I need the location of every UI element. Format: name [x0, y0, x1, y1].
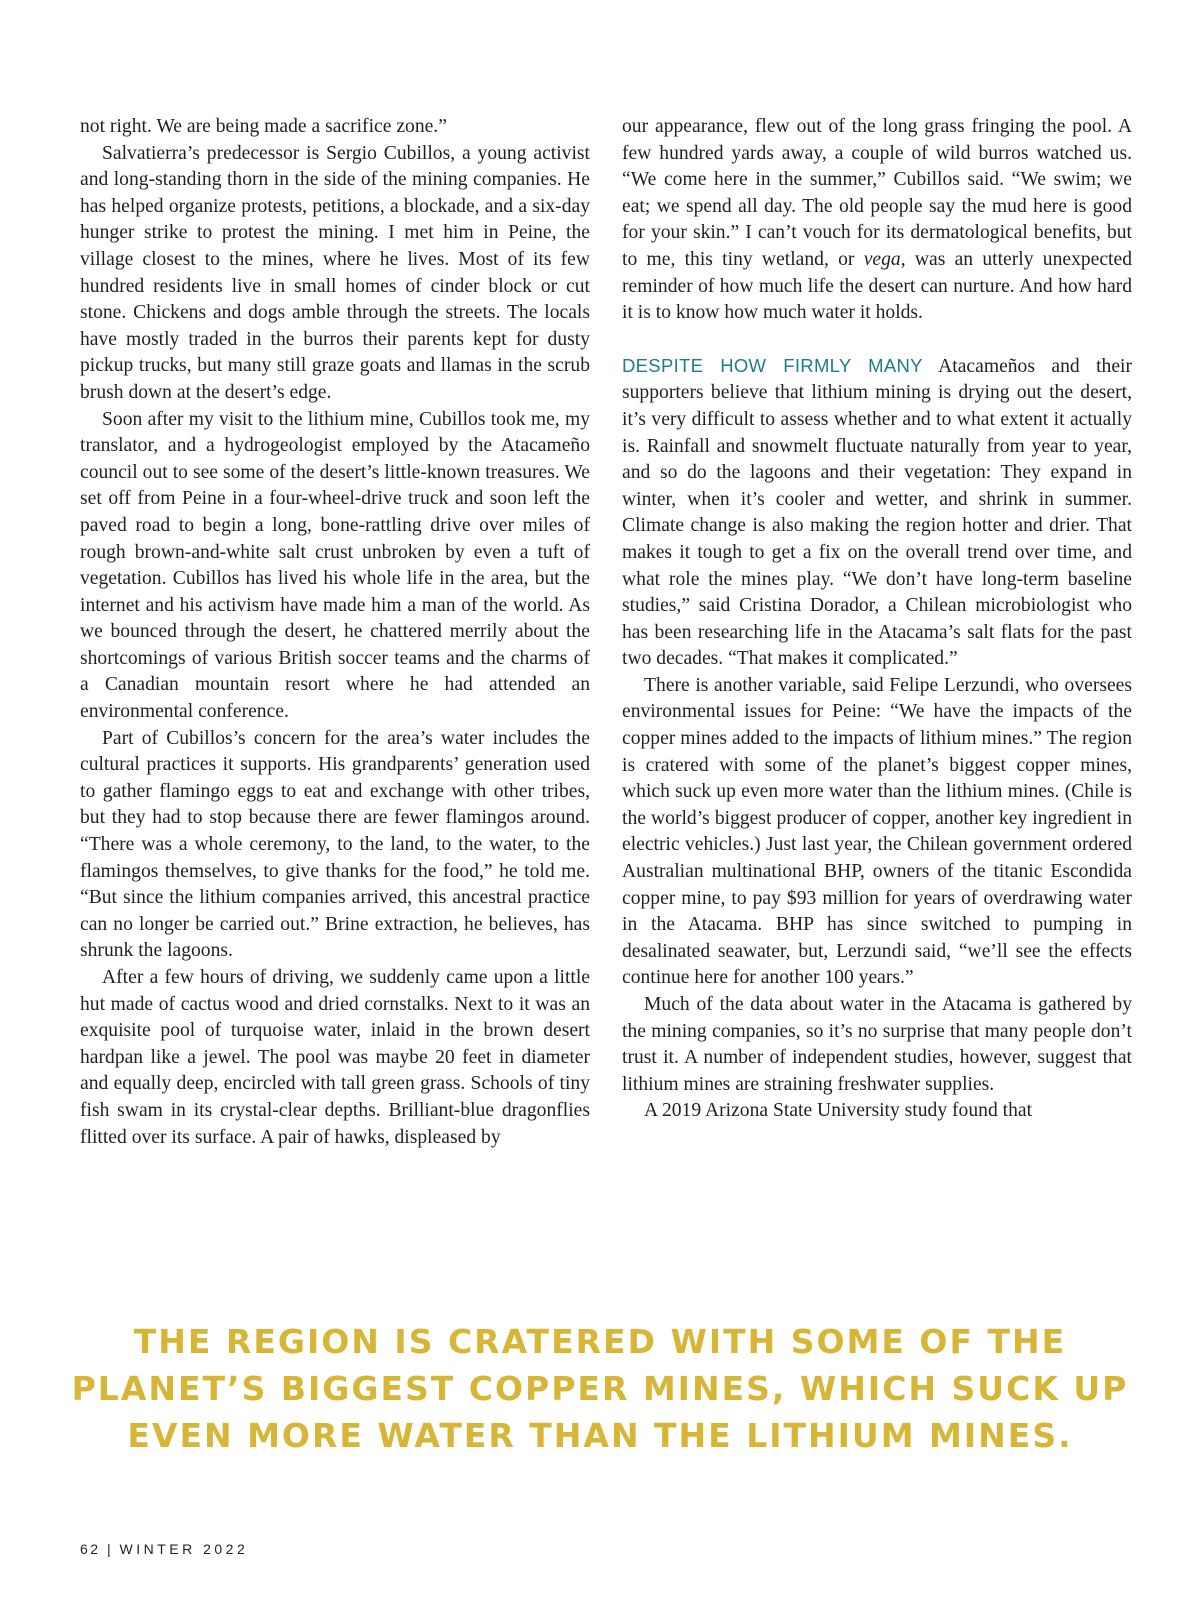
paragraph: Part of Cubillos’s concern for the area’s water includes the cultural practices it supports. His grandparents’ generation used to gather flamingo eggs to eat and exchange with other tribes, but they had to stop because there are fewer flamingos around. “There was a whole ceremony, to the land, to the water, to the flamingos themselves, to give thanks for the food,” he told me. “But since the lithium companies arrived, this ancestral practice can no longer be carried out.” Brine extraction, he believes, has shrunk the lagoons.: [80, 727, 590, 962]
paragraph: There is another variable, said Felipe Lerzundi, who oversees environmental issues for Peine: “We have the impacts of the copper mines added to the impacts of lithium mines.” The region is cratered with some of the planet’s biggest copper mines, which suck up even more water than the lithium mines. (Chile is the world’s biggest producer of copper, another key ingredient in electric vehicles.) Just last year, the Chilean government ordered Australian multinational BHP, owners of the titanic Escondida copper mine, to pay $93 million for years of overdrawing water in the Atacama. BHP has since switched to pumping in desalinated seawater, but, Lerzundi said, “we’ll see the effects continue here for another 100 years.”: [622, 674, 1132, 989]
pull-quote: THE REGION IS CRATERED WITH SOME OF THE PLANET’S BIGGEST COPPER MINES, WHICH SUCK UP EVEN MORE WATER THAN THE LITHIUM MINES.: [71, 1322, 1129, 1455]
paragraph-text: Atacameños and their supporters believe that lithium mining is drying out the desert, it’s very difficult to assess whether and to what extent it actually is. Rainfall and snowmelt fluctuate naturally from year to year, and so do the lagoons and their vegetation: They expand in winter, when it’s cooler and wetter, and shrink in summer. Climate change is also making the region hotter and drier. That makes it tough to get a fix on the overall trend over time, and what role the mines play. “We don’t have long-term baseline studies,” said Cristina Dorador, a Chilean microbiologist who has been researching life in the Atacama’s salt flats for the past two decades. “That makes it complicated.”: [622, 355, 1132, 670]
paragraph: Soon after my visit to the lithium mine, Cubillos took me, my translator, and a hydrogeologist employed by the Atacameño council out to see some of the desert’s little-known treasures. We set off from Peine in a four-wheel-drive truck and soon left the paved road to begin a long, bone-rattling drive over miles of rough brown-and-white salt crust unbroken by even a tuft of vegetation. Cubillos has lived his whole life in the area, but the internet and his activism have made him a man of the world. As we bounced through the desert, he chattered merrily about the shortcomings of various British soccer teams and the charms of a Canadian mountain resort where he had attended an environmental conference.: [80, 408, 590, 723]
article-body: [80, 114, 1132, 1274]
paragraph-text: our appearance, flew out of the long grass fringing the pool. A few hundred yards away, a couple of wild burros watched us. “We come here in the summer,” Cubillos said. “We swim; we eat; we spend all day. The old people say the mud here is good for your skin.” I can’t vouch for its dermatological benefits, but to me, this tiny wetland, or: [622, 116, 1132, 270]
section-lead-in: DESPITE HOW FIRMLY MANY: [622, 354, 923, 376]
paragraph: After a few hours of driving, we suddenly came upon a little hut made of cactus wood and dried cornstalks. Next to it was an exquisite pool of turquoise water, inlaid in the brown desert hardpan like a jewel. The pool was maybe 20 feet in diameter and equally deep, encircled with tall green grass. Schools of tiny fish swam in its crystal-clear depths. Brilliant-blue dragonflies flitted over its surface. A pair of hawks, displeased by: [80, 967, 590, 1148]
page-number: 62: [80, 1541, 101, 1557]
section-start-paragraph: [622, 353, 1132, 673]
paragraph: Much of the data about water in the Atacama is gathered by the mining companies, so it’s no surprise that many people don’t trust it. A number of independent studies, however, suggest that lithium mines are straining freshwater supplies.: [622, 994, 1132, 1095]
issue-label: WINTER 2022: [119, 1541, 249, 1557]
left-column: [80, 114, 590, 1151]
paragraph: [622, 114, 1132, 327]
page-footer: [80, 1541, 248, 1557]
paragraph-text: was an utterly unexpected reminder of how much life the desert can nurture. And how hard it is to know how much water it holds.: [622, 248, 1132, 324]
paragraph: Salvatierra’s predecessor is Sergio Cubillos, a young activist and long-standing thorn in the side of the mining companies. He has helped organize protests, petitions, a blockade, and a six-day hunger strike to protest the mining. I met him in Peine, the village closest to the mines, where he lives. Most of its few hundred residents live in small homes of cinder block or cut stone. Chickens and dogs amble through the streets. The locals have mostly traded in the burros their parents kept for dusty pickup trucks, but many still graze goats and llamas in the scrub brush down at the desert’s edge.: [80, 142, 590, 403]
footer-separator: |: [106, 1541, 114, 1557]
italic-term: vega,: [863, 248, 906, 270]
paragraph: not right. We are being made a sacrifice zone.”: [80, 116, 447, 137]
paragraph: A 2019 Arizona State University study found that: [644, 1100, 1033, 1122]
right-column: [622, 114, 1132, 1125]
